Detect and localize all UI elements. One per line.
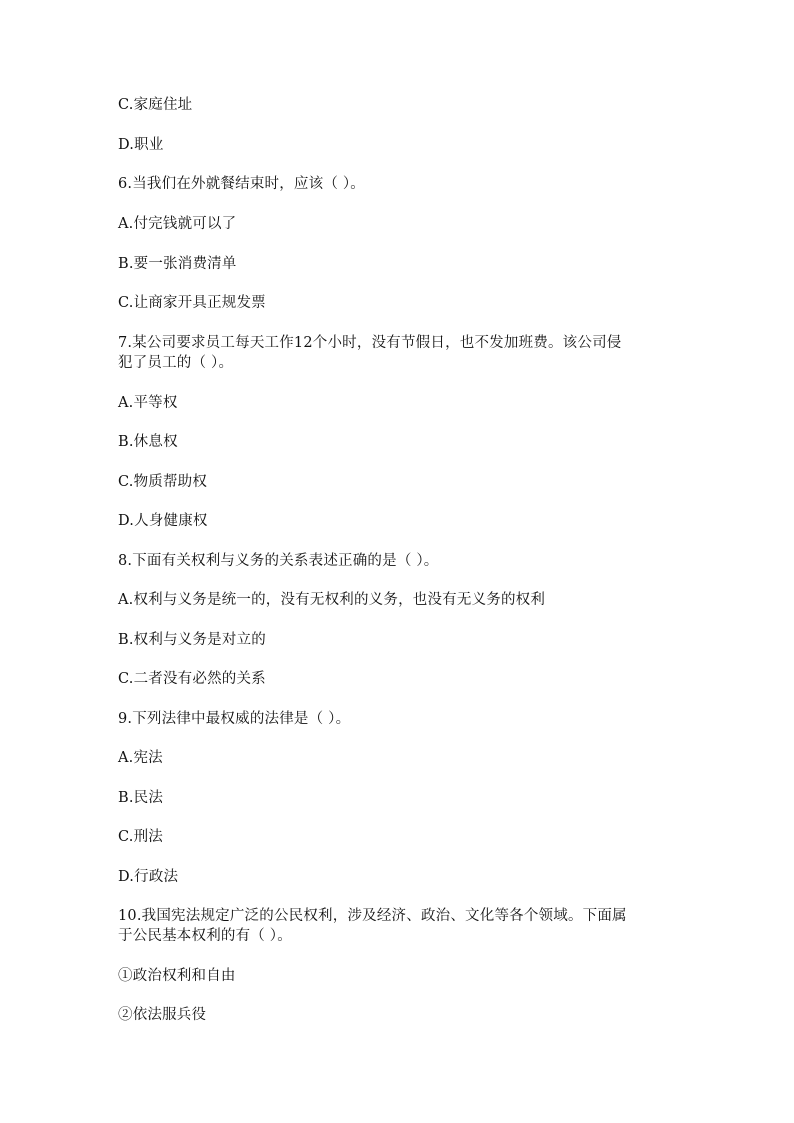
option-c-q5: C.家庭住址 — [118, 97, 193, 113]
item-2-q10: ②依法服兵役 — [118, 1007, 207, 1023]
option-c-q6: C.让商家开具正规发票 — [118, 295, 266, 311]
option-c-q8: C.二者没有必然的关系 — [118, 671, 266, 687]
question-10-line-1: 10.我国宪法规定广泛的公民权利，涉及经济、政治、文化等各个领域。下面属 — [118, 908, 627, 924]
question-9: 9.下列法律中最权威的法律是（ ）。 — [118, 711, 351, 727]
option-a-q9: A.宪法 — [118, 750, 163, 766]
option-d-q5: D.职业 — [118, 137, 164, 153]
question-8: 8.下面有关权利与义务的关系表述正确的是（ ）。 — [118, 553, 439, 569]
option-d-q9: D.行政法 — [118, 869, 179, 885]
option-a-q7: A.平等权 — [118, 395, 178, 411]
item-1-q10: ①政治权利和自由 — [118, 968, 236, 984]
option-c-q9: C.刑法 — [118, 829, 163, 845]
question-7-line-1: 7.某公司要求员工每天工作12个小时，没有节假日，也不发加班费。该公司侵 — [118, 335, 622, 351]
question-6: 6.当我们在外就餐结束时，应该（ ）。 — [118, 176, 365, 192]
option-b-q7: B.休息权 — [118, 434, 178, 450]
option-b-q8: B.权利与义务是对立的 — [118, 632, 266, 648]
option-a-q8: A.权利与义务是统一的，没有无权利的义务，也没有无义务的权利 — [118, 592, 546, 608]
question-7-line-2: 犯了员工的（ ）。 — [118, 355, 234, 371]
option-b-q9: B.民法 — [118, 790, 164, 806]
option-a-q6: A.付完钱就可以了 — [118, 216, 237, 232]
option-d-q7: D.人身健康权 — [118, 513, 208, 529]
question-10-line-2: 于公民基本权利的有（ ）。 — [118, 928, 292, 944]
option-b-q6: B.要一张消费清单 — [118, 256, 237, 272]
option-c-q7: C.物质帮助权 — [118, 474, 208, 490]
